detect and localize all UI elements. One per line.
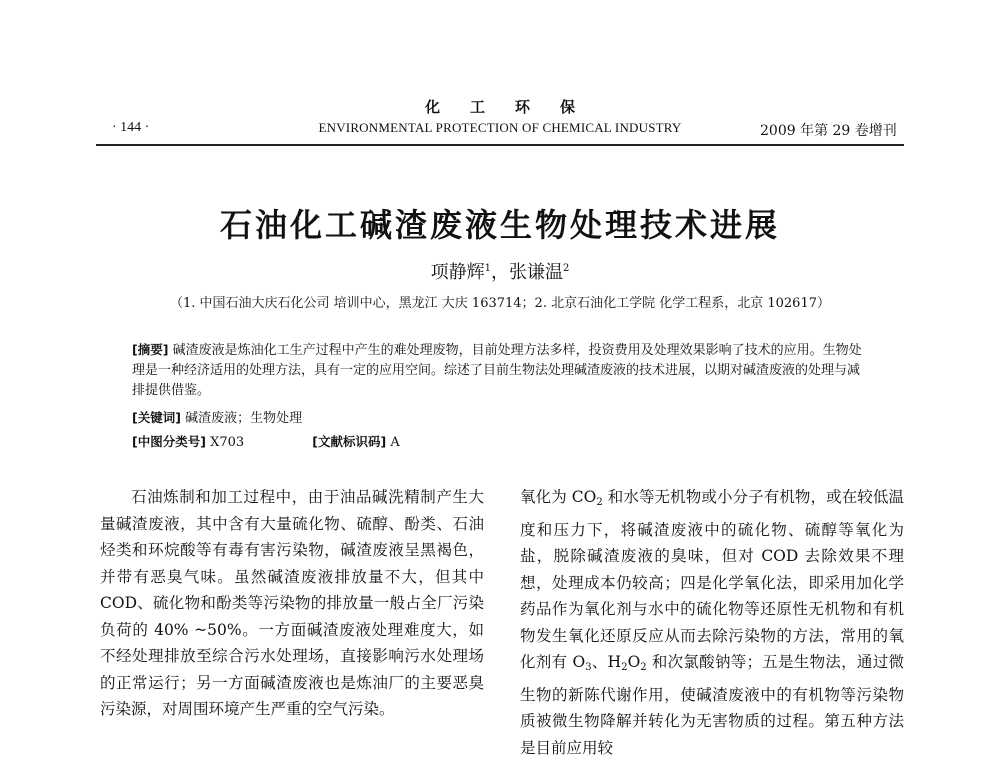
affiliation: （1. 中国石油大庆石化公司 培训中心，黑龙江 大庆 163714；2. 北京石油化工学院 化学工程系，北京 102617） [170, 296, 830, 311]
author-2: 张谦温 [509, 262, 563, 283]
subscript: 3 [585, 662, 592, 673]
author-1: 项静辉 [430, 262, 485, 283]
text-run: O [627, 653, 641, 671]
class-label: [中图分类号] [132, 434, 206, 449]
keywords-label: [关键词] [132, 410, 181, 425]
journal-name-en: ENVIRONMENTAL PROTECTION OF CHEMICAL INDUSTRY [318, 120, 682, 135]
subscript: 2 [640, 662, 647, 673]
header-rule [96, 144, 904, 146]
text-run: 氧化为 CO [520, 488, 597, 506]
text-run: 和水等无机物或小分子有机物，或在较低温度和压力下，将碱渣废液中的硫化物、硫醇等氧化为盐，脱除碱渣废液的臭味，但对 COD 去除效果不理想，处理成本仍较高；四是化学氧化法，即采用加化学药品作为氧化剂与水中的硫化物等还原性无机物和有机物发生氧化还原反应从而去除污染物的方法，常用的氧化剂有 O [520, 488, 904, 671]
author-2-affil-mark: 2 [563, 263, 570, 274]
keywords [132, 408, 872, 429]
author-1-affil-mark: 1 [484, 263, 491, 274]
subscript: 2 [596, 497, 603, 508]
subscript: 2 [621, 662, 628, 673]
abstract-text: 碱渣废液是炼油化工生产过程中产生的难处理废物，目前处理方法多样，投资费用及处理效果影响了技术的应用。生物处理是一种经济适用的处理方法，具有一定的应用空间。综述了目前生物法处理碱渣废液的技术进展，以期对碱渣废液的处理与减排提供借鉴。 [132, 343, 862, 398]
doc-code-label: [文献标识码] [312, 434, 387, 449]
keywords-text: 碱渣废液；生物处理 [185, 411, 303, 426]
abstract-label: [摘要] [132, 342, 169, 357]
article-title: 石油化工碱渣废液生物处理技术进展 [219, 206, 780, 244]
doc-code-value: A [390, 435, 400, 450]
body-paragraph-continued [520, 484, 904, 761]
classification [132, 432, 872, 453]
body-paragraph: 石油炼制和加工过程中，由于油品碱洗精制产生大量碱渣废液，其中含有大量硫化物、硫醇、酚类、石油烃类和环烷酸等有毒有害污染物，碱渣废液呈黑褐色，并带有恶臭气味。虽然碱渣废液排放量不大，但其中 COD、硫化物和酚类等污染物的排放量一般占全厂污染负荷的 40% ~50%。一方面碱渣废液处理难度大，如不经处理排放至综合污水处理场，直接影响污水处理场的正常运行；另一方面碱渣废液也是炼油厂的主要恶臭污染源，对周围环境产生严重的空气污染。 [100, 488, 484, 718]
journal-name-cn: 化工环保 [424, 98, 605, 116]
author-separator: ， [491, 262, 509, 283]
class-value: X703 [210, 435, 245, 450]
body-column-left [100, 484, 484, 723]
page-number: · 144 · [112, 120, 150, 135]
body-column-right [520, 484, 904, 761]
text-run: 、H [591, 653, 622, 671]
abstract [132, 340, 872, 401]
text-run: 和次氯酸钠等；五是生物法，通过微生物的新陈代谢作用，使碱渣废液中的有机物等污染物质被微生物降解并转化为无害物质的过程。第五种方法是目前应用较 [520, 653, 904, 757]
author-line [0, 258, 1000, 284]
issue-info: 2009 年第 29 卷增刊 [760, 123, 897, 139]
